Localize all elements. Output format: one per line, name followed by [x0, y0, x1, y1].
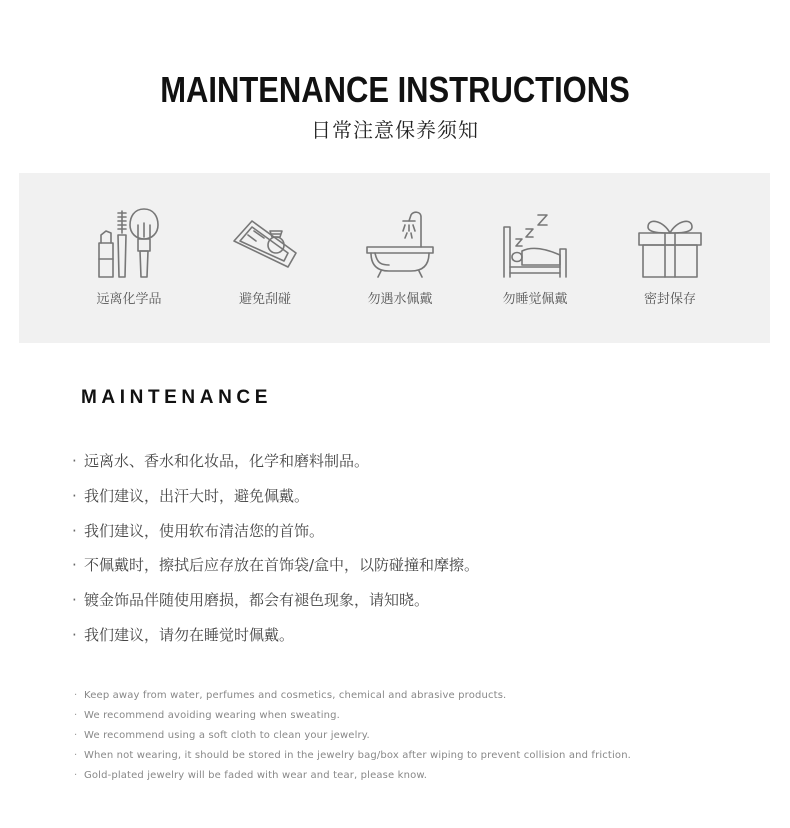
- icon-label: 勿遇水佩戴: [367, 292, 433, 307]
- list-item: · Gold-plated jewelry will be faded with wear and tear, please know.: [74, 767, 764, 787]
- bullet: ·: [74, 710, 78, 721]
- instructions-en-list: [74, 687, 764, 787]
- cosmetics-icon: [94, 207, 164, 281]
- list-item: · Keep away from water, perfumes and cosmetics, chemical and abrasive products.: [74, 687, 764, 707]
- list-item: · 镀金饰品伴随使用磨损，都会有褪色现象，请知晓。: [72, 587, 752, 622]
- care-item-chemicals: [59, 173, 199, 343]
- list-item: · We recommend avoiding wearing when sweating.: [74, 707, 764, 727]
- bullet: ·: [74, 730, 78, 741]
- bullet: ·: [74, 770, 78, 781]
- bullet: ·: [72, 556, 77, 575]
- bullet: ·: [72, 486, 77, 505]
- list-item: · 远离水、香水和化妆品，化学和磨料制品。: [72, 448, 752, 483]
- gift-box-icon: [635, 207, 705, 281]
- page-title: MAINTENANCE INSTRUCTIONS: [160, 69, 630, 110]
- page-subtitle: 日常注意保养须知: [311, 118, 479, 142]
- care-item-scratch: [195, 173, 335, 343]
- sleep-bed-icon: [500, 207, 570, 281]
- icon-label: 密封保存: [643, 292, 696, 307]
- instructions-cn-list: [72, 448, 752, 657]
- care-item-storage: [600, 173, 740, 343]
- bullet: ·: [74, 750, 78, 761]
- bullet: ·: [72, 521, 77, 540]
- care-item-sleep: [465, 173, 605, 343]
- bathtub-icon: [365, 207, 435, 281]
- care-item-water: [330, 173, 470, 343]
- bullet: ·: [74, 690, 78, 701]
- bullet: ·: [72, 625, 77, 644]
- icon-label: 避免刮碰: [238, 292, 291, 307]
- list-item: · 不佩戴时，擦拭后应存放在首饰袋/盒中，以防碰撞和摩擦。: [72, 552, 752, 587]
- list-item: · 我们建议，使用软布清洁您的首饰。: [72, 518, 752, 553]
- ring-scratch-icon: [230, 207, 300, 281]
- list-item: · 我们建议，请勿在睡觉时佩戴。: [72, 622, 752, 657]
- list-item: · 我们建议，出汗大时，避免佩戴。: [72, 483, 752, 518]
- section-title: MAINTENANCE: [81, 387, 272, 408]
- icon-label: 远离化学品: [96, 292, 162, 307]
- bullet: ·: [72, 591, 77, 610]
- bullet: ·: [72, 452, 77, 470]
- icon-label: 勿睡觉佩戴: [502, 292, 568, 307]
- care-icons-band: [19, 173, 770, 343]
- list-item: · We recommend using a soft cloth to clean your jewelry.: [74, 727, 764, 747]
- list-item: · When not wearing, it should be stored in the jewelry bag/box after wiping to prevent collision and friction.: [74, 747, 764, 767]
